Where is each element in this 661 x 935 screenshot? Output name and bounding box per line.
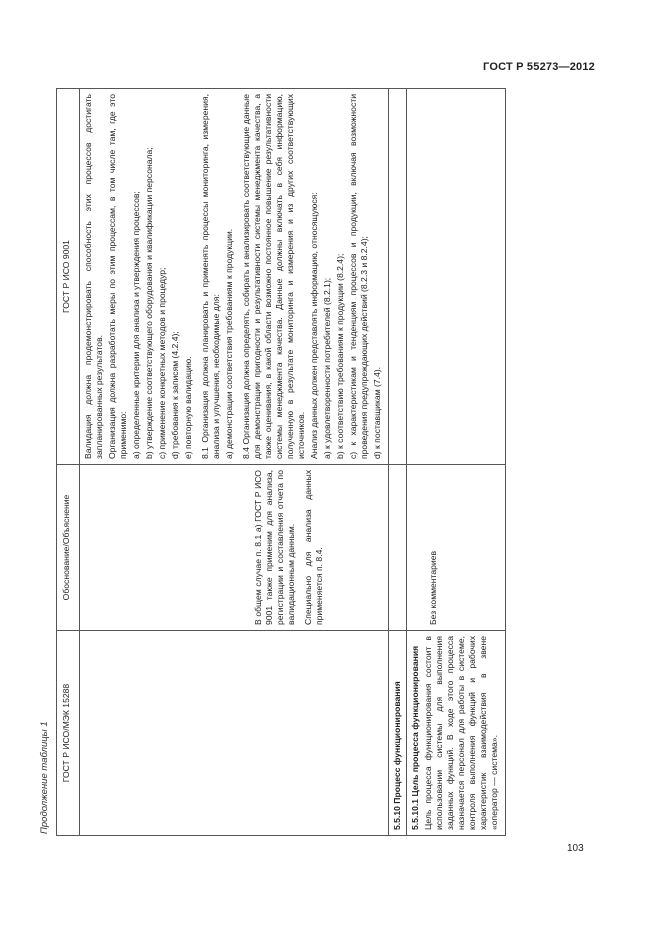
table-cell-iso9001 [80, 89, 389, 465]
rotated-table-area [38, 88, 584, 836]
comparison-table [56, 88, 506, 836]
table-cell-explanation [407, 465, 506, 631]
iso-text-line: b) к соответствию требованиям к продукции (8.2.4); [335, 253, 345, 459]
table-header-row [57, 89, 80, 836]
table-row [80, 89, 389, 836]
iso-text-line: a) к удовлетворенности потребителей (8.2.1); [322, 277, 332, 459]
table-caption: Продолжение таблицы 1 [39, 721, 50, 834]
document-header: ГОСТ Р 55273—2012 [483, 61, 595, 73]
explanation-paragraph: Специально для анализа данных применяется п. 8.4. [303, 470, 324, 625]
iso-text-line: a) определенные критерии для анализа и утверждения процессов; [131, 191, 141, 459]
subsection-title: 5.5.10.1 Цель процесса функционирования [410, 645, 420, 830]
subsection-text: Цель процесса функционирования состоит в использовании системы для выполнения заданных функций. В ходе этого процесса назначается персонал для работы в системе, контроля выполнения функций и рабочих характеристик взаимодействия в звене «оператор — система». [423, 636, 499, 830]
iso-text-line: a) демонстрации соответствия требованиям к продукции. [224, 228, 234, 459]
iso-text-line: c) к характеристикам и тенденциям процессов и продукции, включая возможности проведения предупреждающих действий (8.2.3 и 8.2.4); [348, 94, 369, 459]
table-cell-empty [389, 465, 407, 631]
section-row [389, 89, 407, 836]
column-header: Обоснование/Объяснение [57, 465, 80, 631]
table-cell-empty [389, 89, 407, 465]
iso-text-line: Валидация должна продемонстрировать способность этих процессов достигать запланированных результатов. [83, 94, 104, 459]
iso-text-line: 8.4 Организация должна определять, собирать и анализировать соответствующие данные для демонстрации пригодности и результативности системы менеджмента качества, а также оценивания, в какой области возможно постоянное повышение результативности системы менеджмента качества. Данные должны включать в себя информацию, полученную в результате мониторинга и измерения и из других соответствующих источников. [241, 94, 306, 459]
iso-text-line: Организация должна разработать меры по этим процессам, в том числе там, где это применимо: [107, 94, 128, 459]
table-cell-empty [80, 631, 389, 836]
explanation-paragraph: В общем случае п. 8.1 а) ГОСТ Р ИСО 9001 также применим для анализа, регистрации и составления отчета по валидационным данным. [253, 470, 296, 625]
column-header: ГОСТ Р ИСО/МЭК 15288 [57, 631, 80, 836]
iso-text-line: d) к поставщикам (7.4). [372, 366, 382, 459]
explanation-paragraph: Без комментариев [428, 550, 438, 625]
table-row [407, 89, 506, 836]
iso-text-line: Анализ данных должен представлять информацию, относящуюся: [309, 192, 319, 459]
section-title: 5.5.10 Процесс функционирования [389, 631, 407, 836]
table-cell-explanation [80, 465, 389, 631]
iso-text-line: e) повторную валидацию. [183, 356, 193, 459]
iso-text-line: c) применение конкретных методов и процедур; [157, 267, 167, 459]
table-cell-empty [407, 89, 506, 465]
column-header: ГОСТ Р ИСО 9001 [57, 89, 80, 465]
iso-text-line: d) требования к записям (4.2.4); [170, 331, 180, 459]
table-cell-15288 [407, 631, 506, 836]
iso-text-line: b) утверждение соответствующего оборудования и квалификации персонала; [144, 147, 154, 459]
page-number: 103 [567, 843, 584, 854]
iso-text-line: 8.1 Организация должна планировать и применять процессы мониторинга, измерения, анализа и улучшения, необходимые для: [200, 94, 221, 459]
